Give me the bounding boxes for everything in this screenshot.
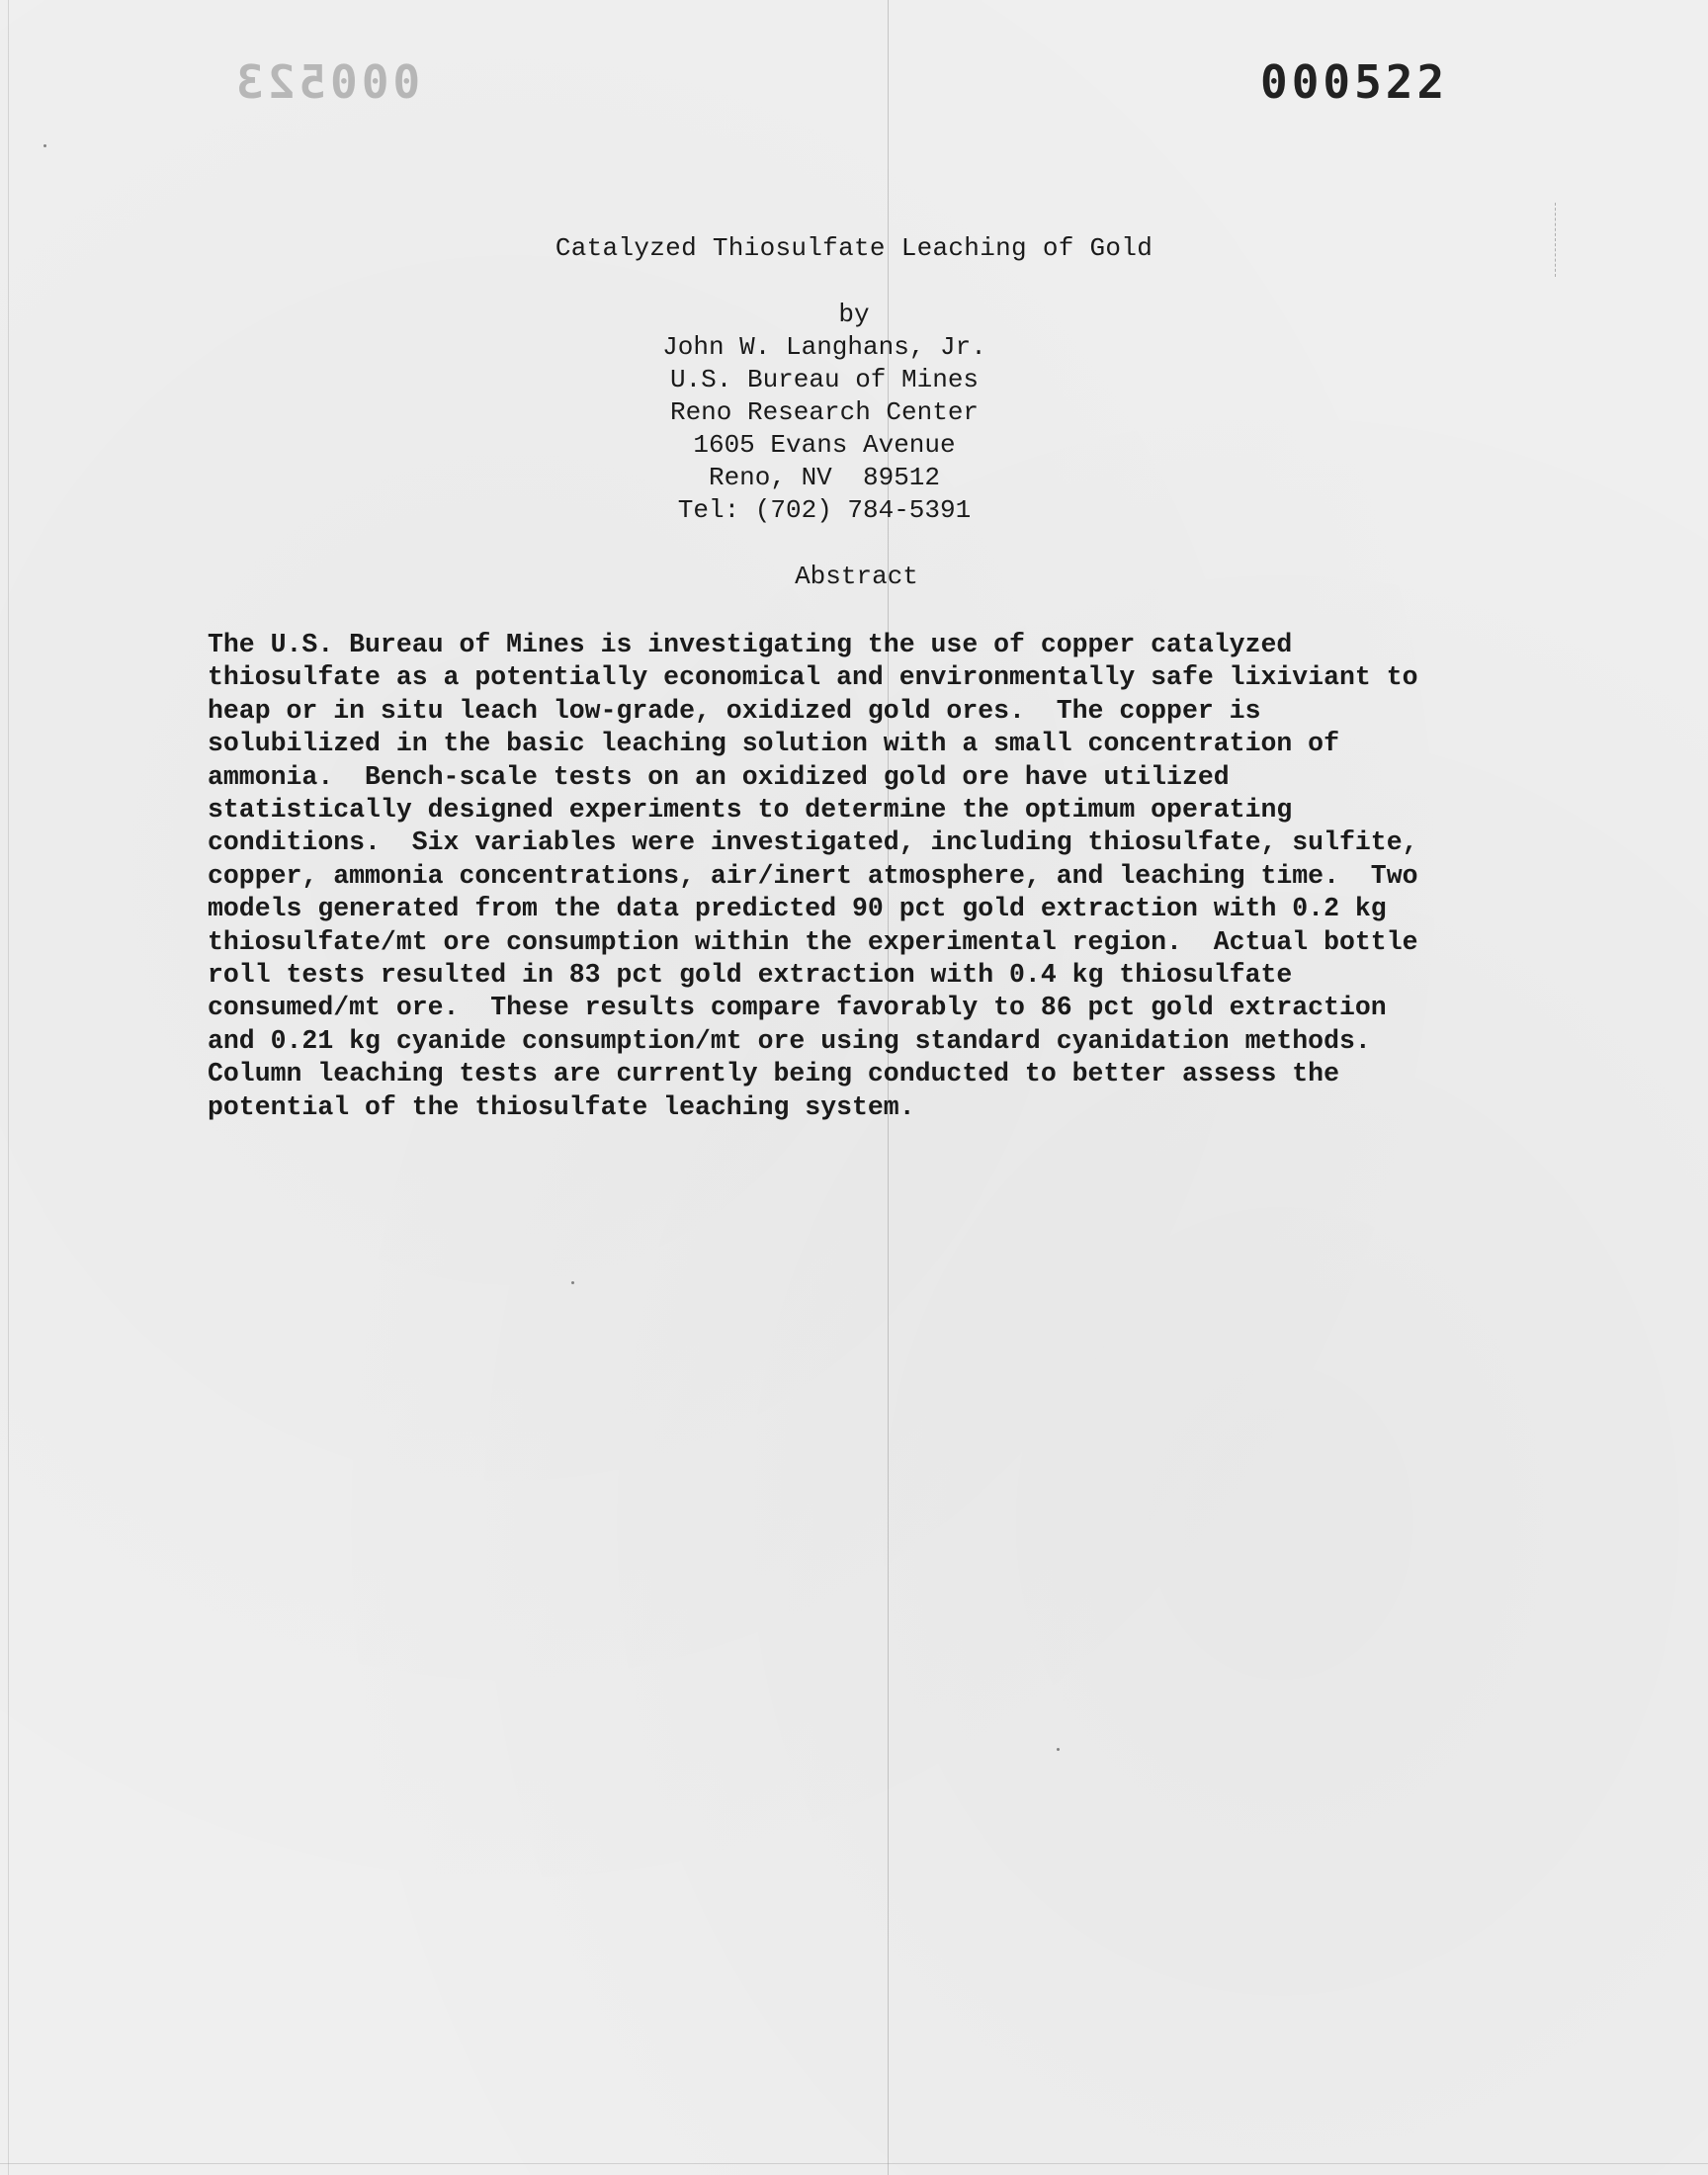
abstract-line: potential of the thiosulfate leaching system. (208, 1091, 915, 1122)
abstract-line: roll tests resulted in 83 pct gold extraction with 0.4 kg thiosulfate (208, 960, 1293, 991)
abstract-line: The U.S. Bureau of Mines is investigating the use of copper catalyzed (208, 630, 1293, 659)
abstract-line: consumed/mt ore. These results compare favorably to 86 pct gold extraction (208, 993, 1387, 1023)
author-street: 1605 Evans Avenue (693, 430, 956, 460)
abstract-line: heap or in situ leach low-grade, oxidized gold ores. The copper is (208, 695, 1261, 726)
bleed-through-page-number: 000523 (232, 55, 421, 109)
abstract-line: and 0.21 kg cyanide consumption/mt ore using standard cyanidation methods. (208, 1025, 1371, 1056)
author-organization: U.S. Bureau of Mines (669, 365, 980, 394)
scan-bottom-edge (0, 2163, 1708, 2164)
abstract-line: models generated from the data predicted 90 pct gold extraction with 0.2 kg (208, 894, 1387, 924)
abstract-line: ammonia. Bench-scale tests on an oxidized gold ore have utilized (208, 761, 1230, 792)
author-city: Reno, NV 89512 (708, 463, 941, 492)
abstract-line: Column leaching tests are currently being conducted to better assess the (208, 1059, 1339, 1089)
page-number: 000522 (1260, 55, 1449, 109)
author-center: Reno Research Center (669, 397, 980, 427)
paper-title: Catalyzed Thiosulfate Leaching of Gold (555, 233, 1153, 263)
scan-speck (571, 1281, 574, 1284)
author-phone: Tel: (702) 784-5391 (677, 495, 972, 525)
scan-speck (1057, 1748, 1060, 1751)
scan-speck (43, 144, 46, 147)
abstract-line: solubilized in the basic leaching solution with a small concentration of (208, 729, 1339, 759)
abstract-line: thiosulfate/mt ore consumption within the experimental region. Actual bottle (208, 926, 1418, 957)
abstract-heading: Abstract (795, 562, 918, 591)
byline-by: by (838, 300, 870, 329)
abstract-line: statistically designed experiments to determine the optimum operating (208, 795, 1293, 826)
abstract-line: conditions. Six variables were investigated, including thiosulfate, sulfite, (208, 827, 1418, 858)
byline (0, 299, 1708, 527)
abstract-body (208, 629, 1552, 1124)
abstract-line: thiosulfate as a potentially economical and environmentally safe lixiviant to (208, 662, 1418, 693)
author-name: John W. Langhans, Jr. (662, 332, 986, 362)
abstract-line: copper, ammonia concentrations, air/inert atmosphere, and leaching time. Two (208, 860, 1418, 891)
